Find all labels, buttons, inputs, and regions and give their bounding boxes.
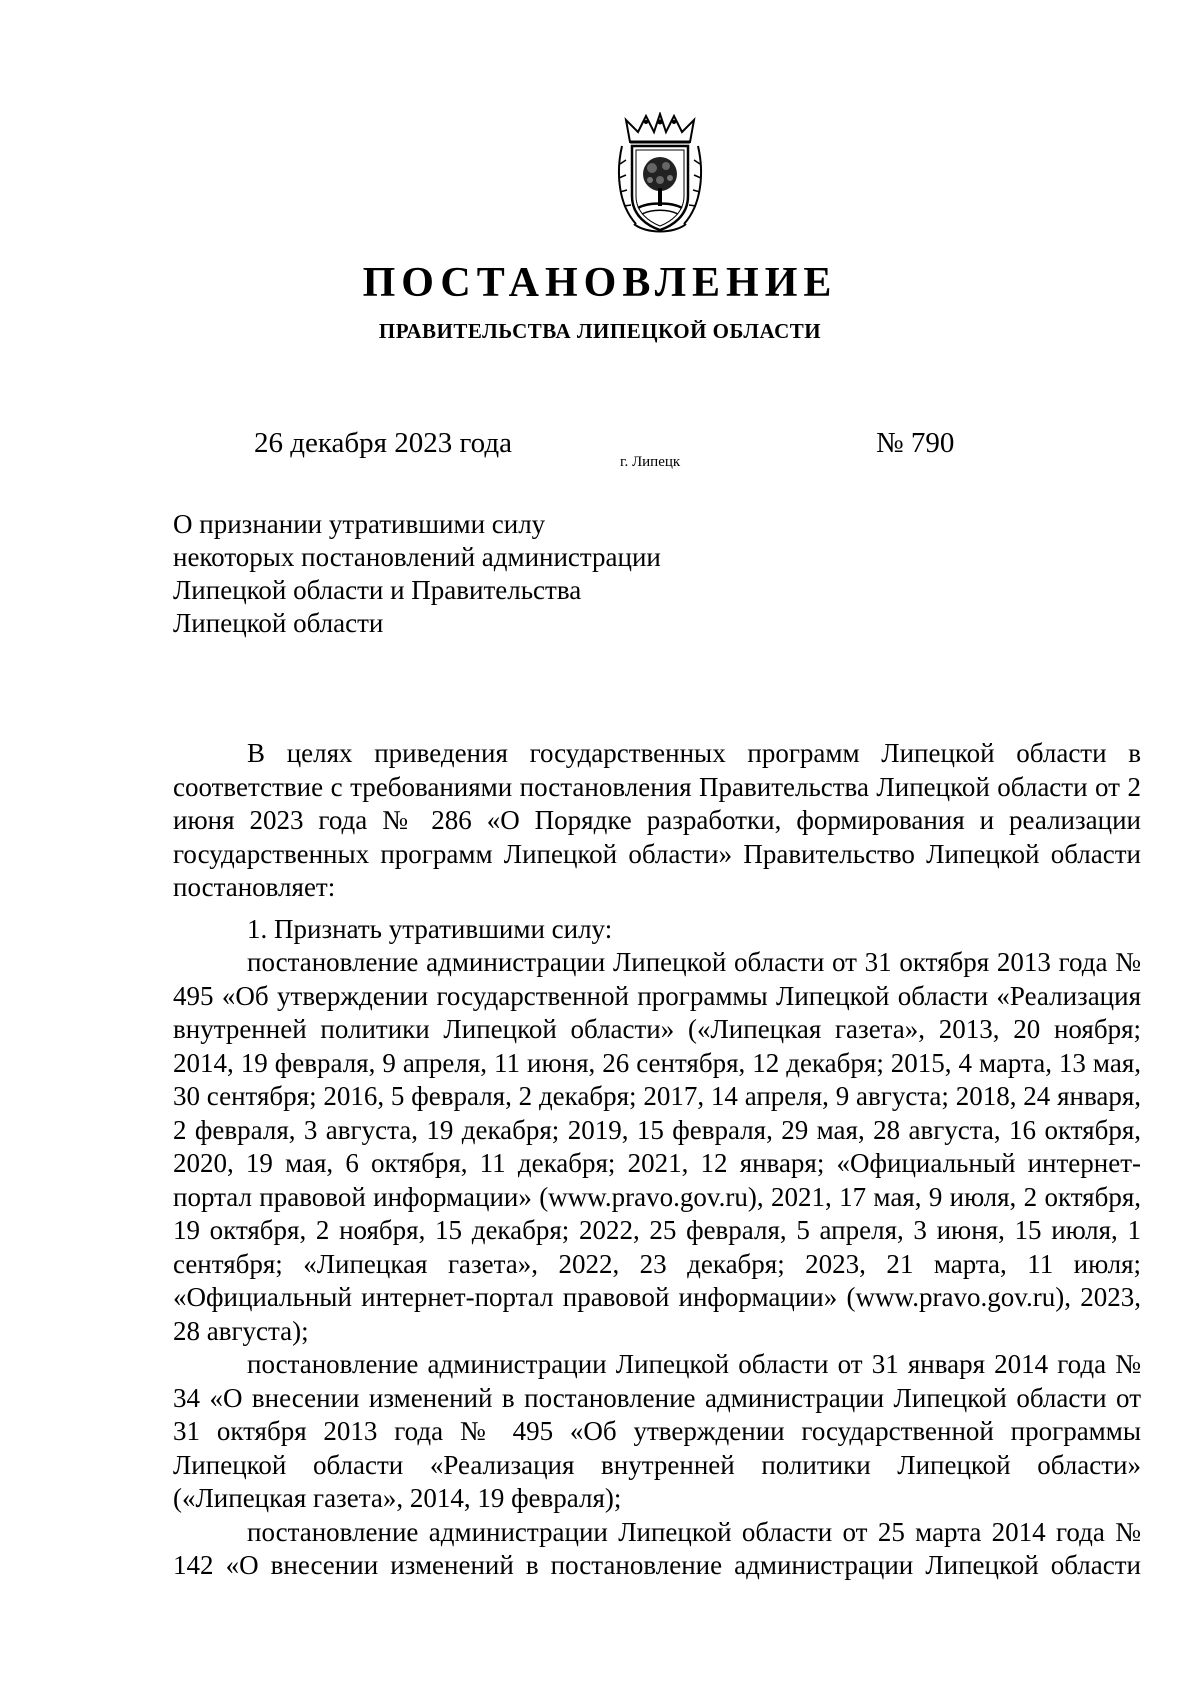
resolution-paragraph-3: постановление администрации Липецкой области от 25 марта 2014 года № 142 «О внесении изменений в постановление администрации Липецкой области bbox=[173, 1516, 1141, 1580]
heading-line: О признании утратившими силу bbox=[173, 509, 546, 539]
item-1-paragraph: 1. Признать утратившими силу: bbox=[247, 913, 613, 944]
document-subtitle: ПРАВИТЕЛЬСТВА ЛИПЕЦКОЙ ОБЛАСТИ bbox=[378, 319, 822, 343]
document-heading bbox=[173, 508, 661, 640]
document-date: 26 декабря 2023 года bbox=[254, 427, 512, 459]
preamble-paragraph: В целях приведения государственных программ Липецкой области в соответствие с требованиями постановления Правительства Липецкой области от 2 июня 2023 года № 286 «О Порядке разработки, формирования и реализации государственных программ Липецкой области» Правительство Липецкой области постановляет: bbox=[173, 738, 1141, 902]
document-number: № 790 bbox=[876, 427, 955, 459]
document-body bbox=[173, 737, 1141, 1583]
lipetsk-coat-of-arms-icon bbox=[616, 112, 704, 236]
heading-line: некоторых постановлений администрации bbox=[173, 542, 661, 572]
heading-line: Липецкой области bbox=[173, 608, 384, 638]
document-title: ПОСТАНОВЛЕНИЕ bbox=[362, 260, 838, 306]
document-city: г. Липецк bbox=[620, 454, 681, 470]
heading-line: Липецкой области и Правительства bbox=[173, 575, 582, 605]
resolution-paragraph-1: постановление администрации Липецкой области от 31 октября 2013 года № 495 «Об утверждении государственной программы Липецкой области «Реализация внутренней политики Липецкой области» («Липецкая газета», 2013, 20 ноября; 2014, 19 февраля, 9 апреля, 11 июня, 26 сентября, 12 декабря; 2015, 4 марта, 13 мая, 30 сентября; 2016, 5 февраля, 2 декабря; 2017, 14 апреля, 9 августа; 2018, 24 января, 2 февраля, 3 августа, 19 декабря; 2019, 15 февраля, 29 мая, 28 августа, 16 октября, 2020, 19 мая, 6 октября, 11 декабря; 2021, 12 января; «Официальный интернет-портал правовой информации» (www.pravo.gov.ru), 2021, 17 мая, 9 июля, 2 октября, 19 октября, 2 ноября, 15 декабря; 2022, 25 февраля, 5 апреля, 3 июня, 15 июля, 1 сентября; «Липецкая газета», 2022, 23 декабря; 2023, 21 марта, 11 июля; «Официальный интернет-портал правовой информации» (www.pravo.gov.ru), 2023, 28 августа); bbox=[173, 947, 1141, 1346]
resolution-paragraph-2: постановление администрации Липецкой области от 31 января 2014 года № 34 «О внесении изменений в постановление администрации Липецкой области от 31 октября 2013 года № 495 «Об утверждении государственной программы Липецкой области «Реализация внутренней политики Липецкой области» («Липецкая газета», 2014, 19 февраля); bbox=[173, 1349, 1141, 1513]
